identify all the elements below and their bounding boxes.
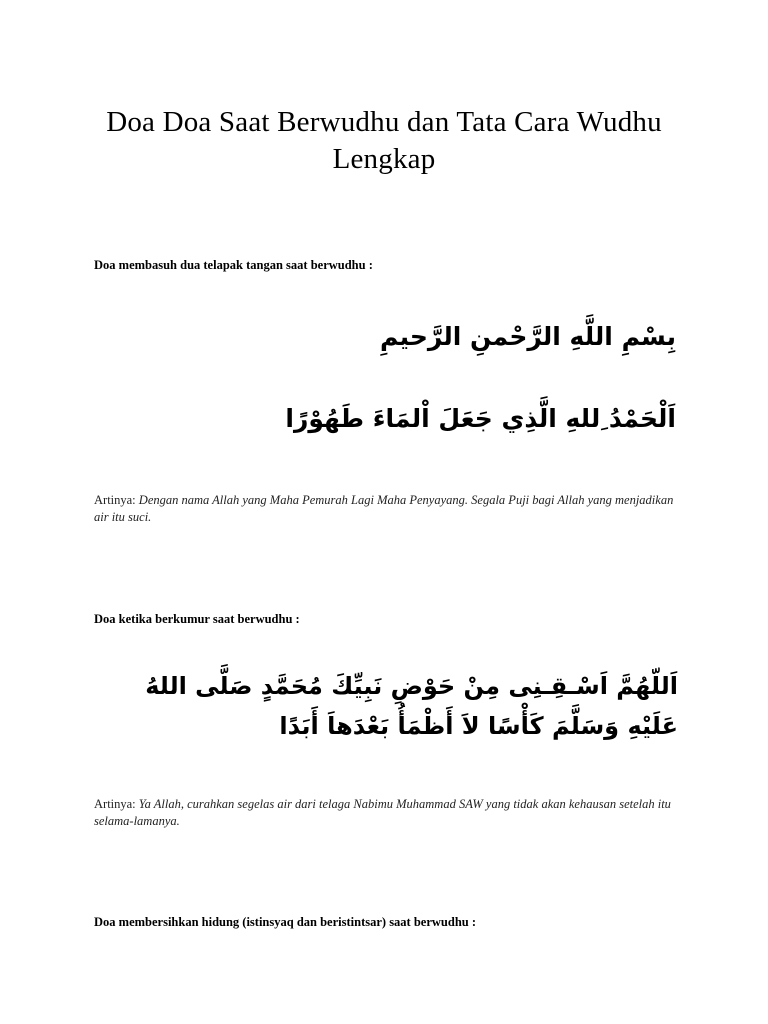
section-heading-nose-cleaning: Doa membersihkan hidung (istinsyaq dan beristintsar) saat berwudhu : — [94, 915, 477, 929]
section-heading-hand-washing: Doa membasuh dua telapak tangan saat berwudhu : — [94, 258, 373, 272]
translation-hand-washing — [94, 492, 684, 526]
translation-gargling — [94, 796, 684, 830]
arabic-hamdalah: اَلْحَمْدُ ِللهِ الَّذِي جَعَلَ اْلمَاءَ طَهُوْرًا — [285, 404, 676, 433]
arabic-basmalah: بِسْمِ اللَّهِ الرَّحْمنِ الرَّحيمِ — [380, 322, 676, 351]
translation-label: Artinya: — [94, 797, 136, 811]
translation-text: Dengan nama Allah yang Maha Pemurah Lagi Maha Penyayang. Segala Puji bagi Allah yang menjadikan air itu suci. — [94, 493, 674, 524]
translation-text: Ya Allah, curahkan segelas air dari telaga Nabimu Muhammad SAW yang tidak akan kehausan setelah itu selama-lamanya. — [94, 797, 671, 828]
arabic-gargling-prayer: اَللّهُمَّ اَسْـقِـنِى مِنْ حَوْضِ نَبِيِّكَ مُحَمَّدٍ صَلَّى اللهُ عَلَيْهِ وَسَلَّمَ كَأْسًا لاَ أَظْمَأُ بَعْدَهاَ أَبَدًا — [145, 672, 678, 740]
section-heading-gargling: Doa ketika berkumur saat berwudhu : — [94, 612, 300, 626]
translation-label: Artinya: — [94, 493, 136, 507]
document-title: Doa Doa Saat Berwudhu dan Tata Cara Wudhu Lengkap — [106, 106, 662, 175]
